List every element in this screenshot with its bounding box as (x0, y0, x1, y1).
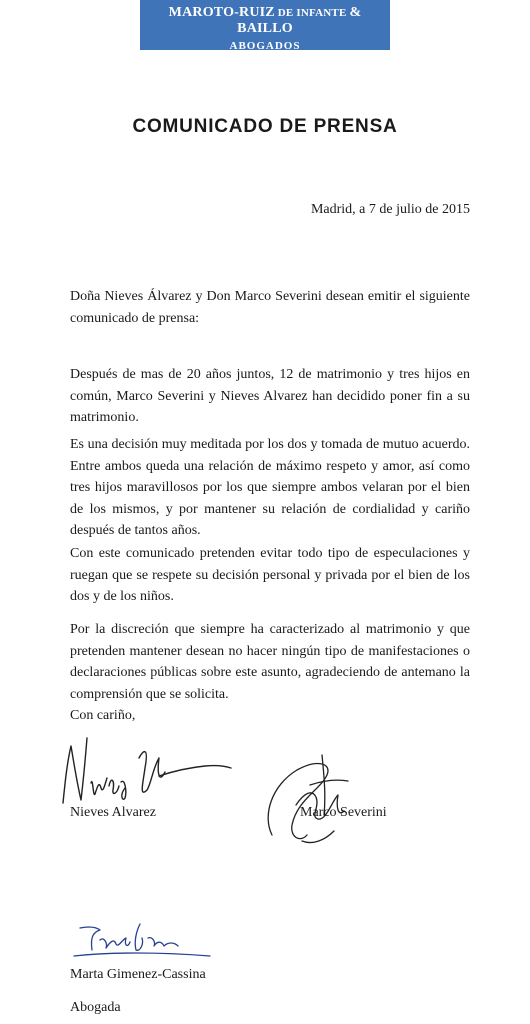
lawyer-name: Marta Gimenez-Cassina (70, 967, 206, 982)
firm-name (140, 5, 390, 37)
paragraph-discretion: Por la discreción que siempre ha caracterizado al matrimonio y que pretenden mantener desean no hacer ningún tipo de manifestaciones o declaraciones públicas sobre este asunto, agradeciendo de antemano la comprensión que se solicita. (70, 622, 470, 702)
signatory-first-name: Nieves Alvarez (70, 805, 156, 820)
signature-first-image (55, 728, 245, 813)
firm-name-part1: MAROTO-RUIZ (168, 5, 275, 20)
closing-text: Con cariño, (70, 708, 136, 723)
signature-second-image (252, 745, 362, 855)
signature-lawyer-image (70, 918, 220, 968)
firm-subtitle: ABOGADOS (229, 40, 301, 52)
firm-name-part3: & BAILLO (237, 5, 362, 36)
paragraph-announcement: Después de mas de 20 años juntos, 12 de matrimonio y tres hijos en común, Marco Severini y Nieves Alvarez han decidido poner fin a su matrimonio. (70, 367, 470, 425)
document-title: COMUNICADO DE PRENSA (132, 116, 398, 137)
letterhead (140, 0, 390, 50)
firm-name-part2: DE INFANTE (274, 7, 350, 19)
lawyer-role: Abogada (70, 1000, 121, 1015)
paragraph-speculation: Con este comunicado pretenden evitar todo tipo de especulaciones y ruegan que se respete su decisión personal y privada por el bien de los dos y de los niños. (70, 546, 470, 604)
paragraph-intro: Doña Nieves Álvarez y Don Marco Severini desean emitir el siguiente comunicado de prensa: (70, 289, 470, 326)
signatory-second-name: Marco Severini (300, 805, 387, 820)
date-line: Madrid, a 7 de julio de 2015 (310, 202, 470, 217)
paragraph-decision: Es una decisión muy meditada por los dos y tomada de mutuo acuerdo. Entre ambos queda una relación de máximo respeto y amor, así como tres hijos maravillosos por los que siempre ambos velaran por el bien de los mismos, y por mantener su relación de cordialidad y cariño después de tantos años. (70, 437, 470, 538)
